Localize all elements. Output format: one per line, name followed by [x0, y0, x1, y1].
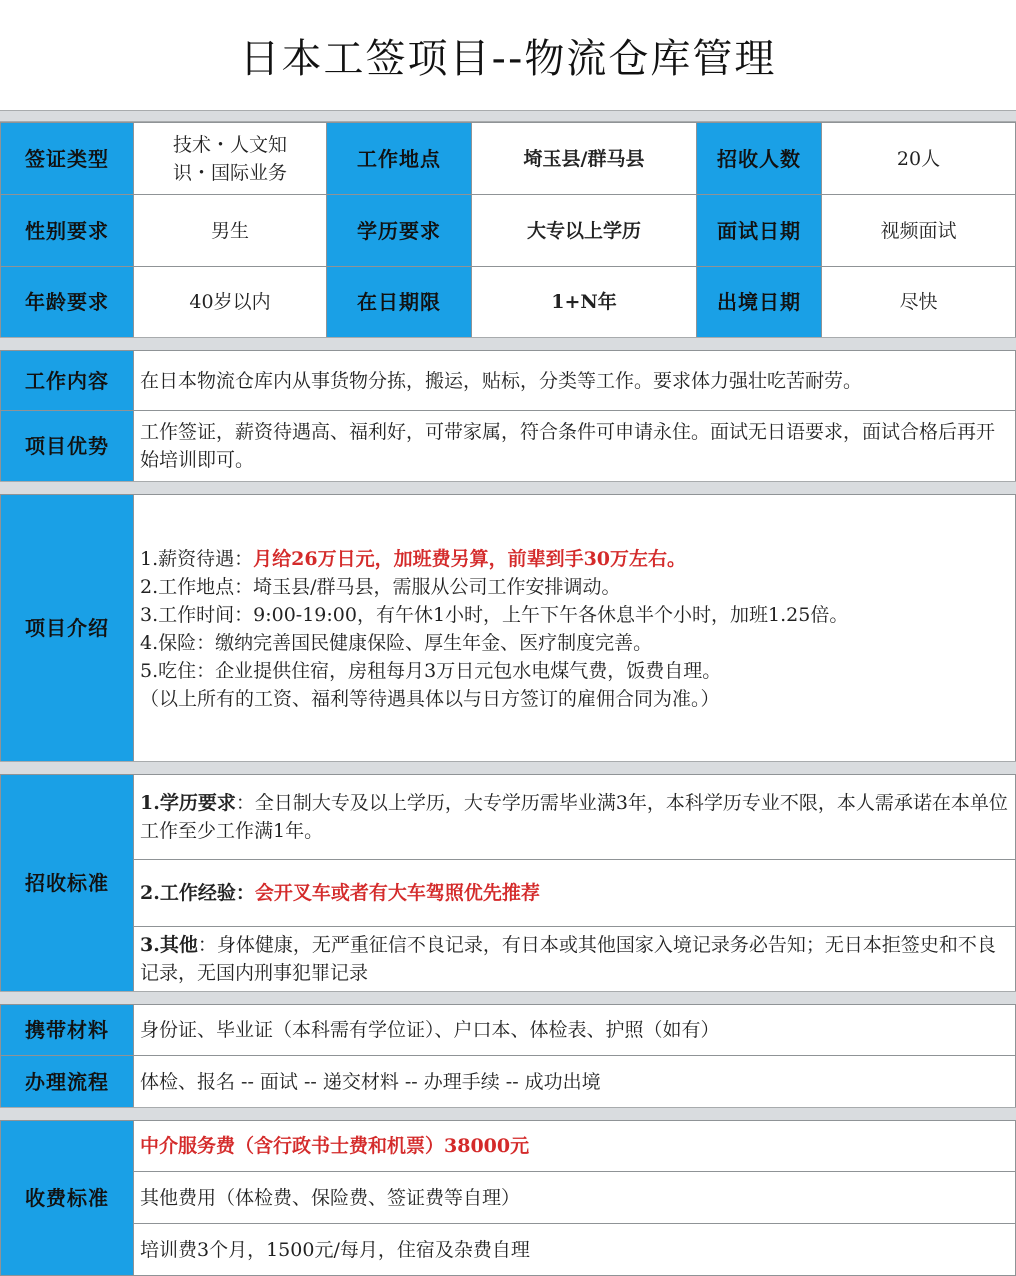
departure-value: 尽快 — [821, 266, 1016, 338]
interview-value: 视频面试 — [821, 194, 1016, 267]
work-content-label: 工作内容 — [0, 350, 134, 411]
materials-label: 携带材料 — [0, 1004, 134, 1056]
fees-label: 收费标准 — [0, 1120, 134, 1276]
work-content-text: 在日本物流仓库内从事货物分拣，搬运，贴标，分类等工作。要求体力强壮吃苦耐劳。 — [133, 350, 1016, 411]
intro-line-salary — [140, 545, 1009, 573]
departure-label: 出境日期 — [696, 266, 822, 338]
intro-line: 5.吃住：企业提供住宿，房租每月3万日元包水电煤气费，饭费自理。 — [140, 660, 722, 682]
process-label: 办理流程 — [0, 1055, 134, 1108]
standard-item-title: 2.工作经验： — [140, 882, 255, 904]
standard-item-text: ：全日制大专及以上学历，大专学历需毕业满3年，本科学历专业不限，本人需承诺在本单位工作至少工作满1年。 — [140, 792, 1008, 842]
separator-band — [0, 481, 1016, 495]
standard-item-title: 1.学历要求 — [140, 792, 236, 814]
intro-label: 项目介绍 — [0, 494, 134, 762]
separator-band — [0, 337, 1016, 351]
intro-line: 2.工作地点：埼玉县/群马县，需服从公司工作安排调动。 — [140, 576, 621, 598]
standard-item-highlight: 会开叉车或者有大车驾照优先推荐 — [254, 882, 540, 904]
gender-value: 男生 — [133, 194, 327, 267]
standard-item — [133, 774, 1016, 860]
page-title: 日本工签项目--物流仓库管理 — [0, 0, 1016, 111]
process-text: 体检、报名 -- 面试 -- 递交材料 -- 办理手续 -- 成功出境 — [133, 1055, 1016, 1108]
advantage-text: 工作签证，薪资待遇高、福利好，可带家属，符合条件可申请永住。面试无日语要求，面试合格后再开始培训即可。 — [133, 410, 1016, 482]
intro-line: 3.工作时间：9:00-19:00，有午休1小时，上午下午各休息半个小时，加班1.25倍。 — [140, 604, 849, 626]
education-value: 大专以上学历 — [471, 194, 697, 267]
intro-salary-prefix: 1.薪资待遇： — [140, 548, 254, 570]
term-label: 在日期限 — [326, 266, 472, 338]
fees-agency: 中介服务费（含行政书士费和机票）38000元 — [133, 1120, 1016, 1172]
standard-item-text: ：身体健康，无严重征信不良记录，有日本或其他国家入境记录务必告知；无日本拒签史和不良记录，无国内刑事犯罪记录 — [140, 934, 996, 984]
separator-band — [0, 1107, 1016, 1121]
education-label: 学历要求 — [326, 194, 472, 267]
age-label: 年龄要求 — [0, 266, 134, 338]
visa-type-label: 签证类型 — [0, 122, 134, 195]
interview-label: 面试日期 — [696, 194, 822, 267]
gender-label: 性别要求 — [0, 194, 134, 267]
visa-type-value: 技术・人文知识・国际业务 — [133, 122, 327, 195]
materials-text: 身份证、毕业证（本科需有学位证）、户口本、体检表、护照（如有） — [133, 1004, 1016, 1056]
standard-item-title: 3.其他 — [140, 934, 198, 956]
fees-training: 培训费3个月，1500元/每月，住宿及杂费自理 — [133, 1223, 1016, 1276]
age-value: 40岁以内 — [133, 266, 327, 338]
location-value: 埼玉县/群马县 — [471, 122, 697, 195]
intro-line: 4.保险：缴纳完善国民健康保险、厚生年金、医疗制度完善。 — [140, 632, 653, 654]
advantage-label: 项目优势 — [0, 410, 134, 482]
headcount-value: 20人 — [821, 122, 1016, 195]
location-label: 工作地点 — [326, 122, 472, 195]
term-value: 1+N年 — [471, 266, 697, 338]
intro-line: （以上所有的工资、福利等待遇具体以与日方签订的雇佣合同为准。） — [140, 688, 720, 710]
separator-band — [0, 991, 1016, 1005]
intro-box — [133, 494, 1016, 762]
standard-label: 招收标准 — [0, 774, 134, 992]
headcount-label: 招收人数 — [696, 122, 822, 195]
standard-item — [133, 926, 1016, 992]
separator-band — [0, 110, 1016, 122]
intro-salary-highlight: 月给26万日元，加班费另算，前辈到手30万左右。 — [253, 548, 687, 570]
standard-item — [133, 859, 1016, 927]
separator-band — [0, 761, 1016, 775]
fees-other: 其他费用（体检费、保险费、签证费等自理） — [133, 1171, 1016, 1224]
